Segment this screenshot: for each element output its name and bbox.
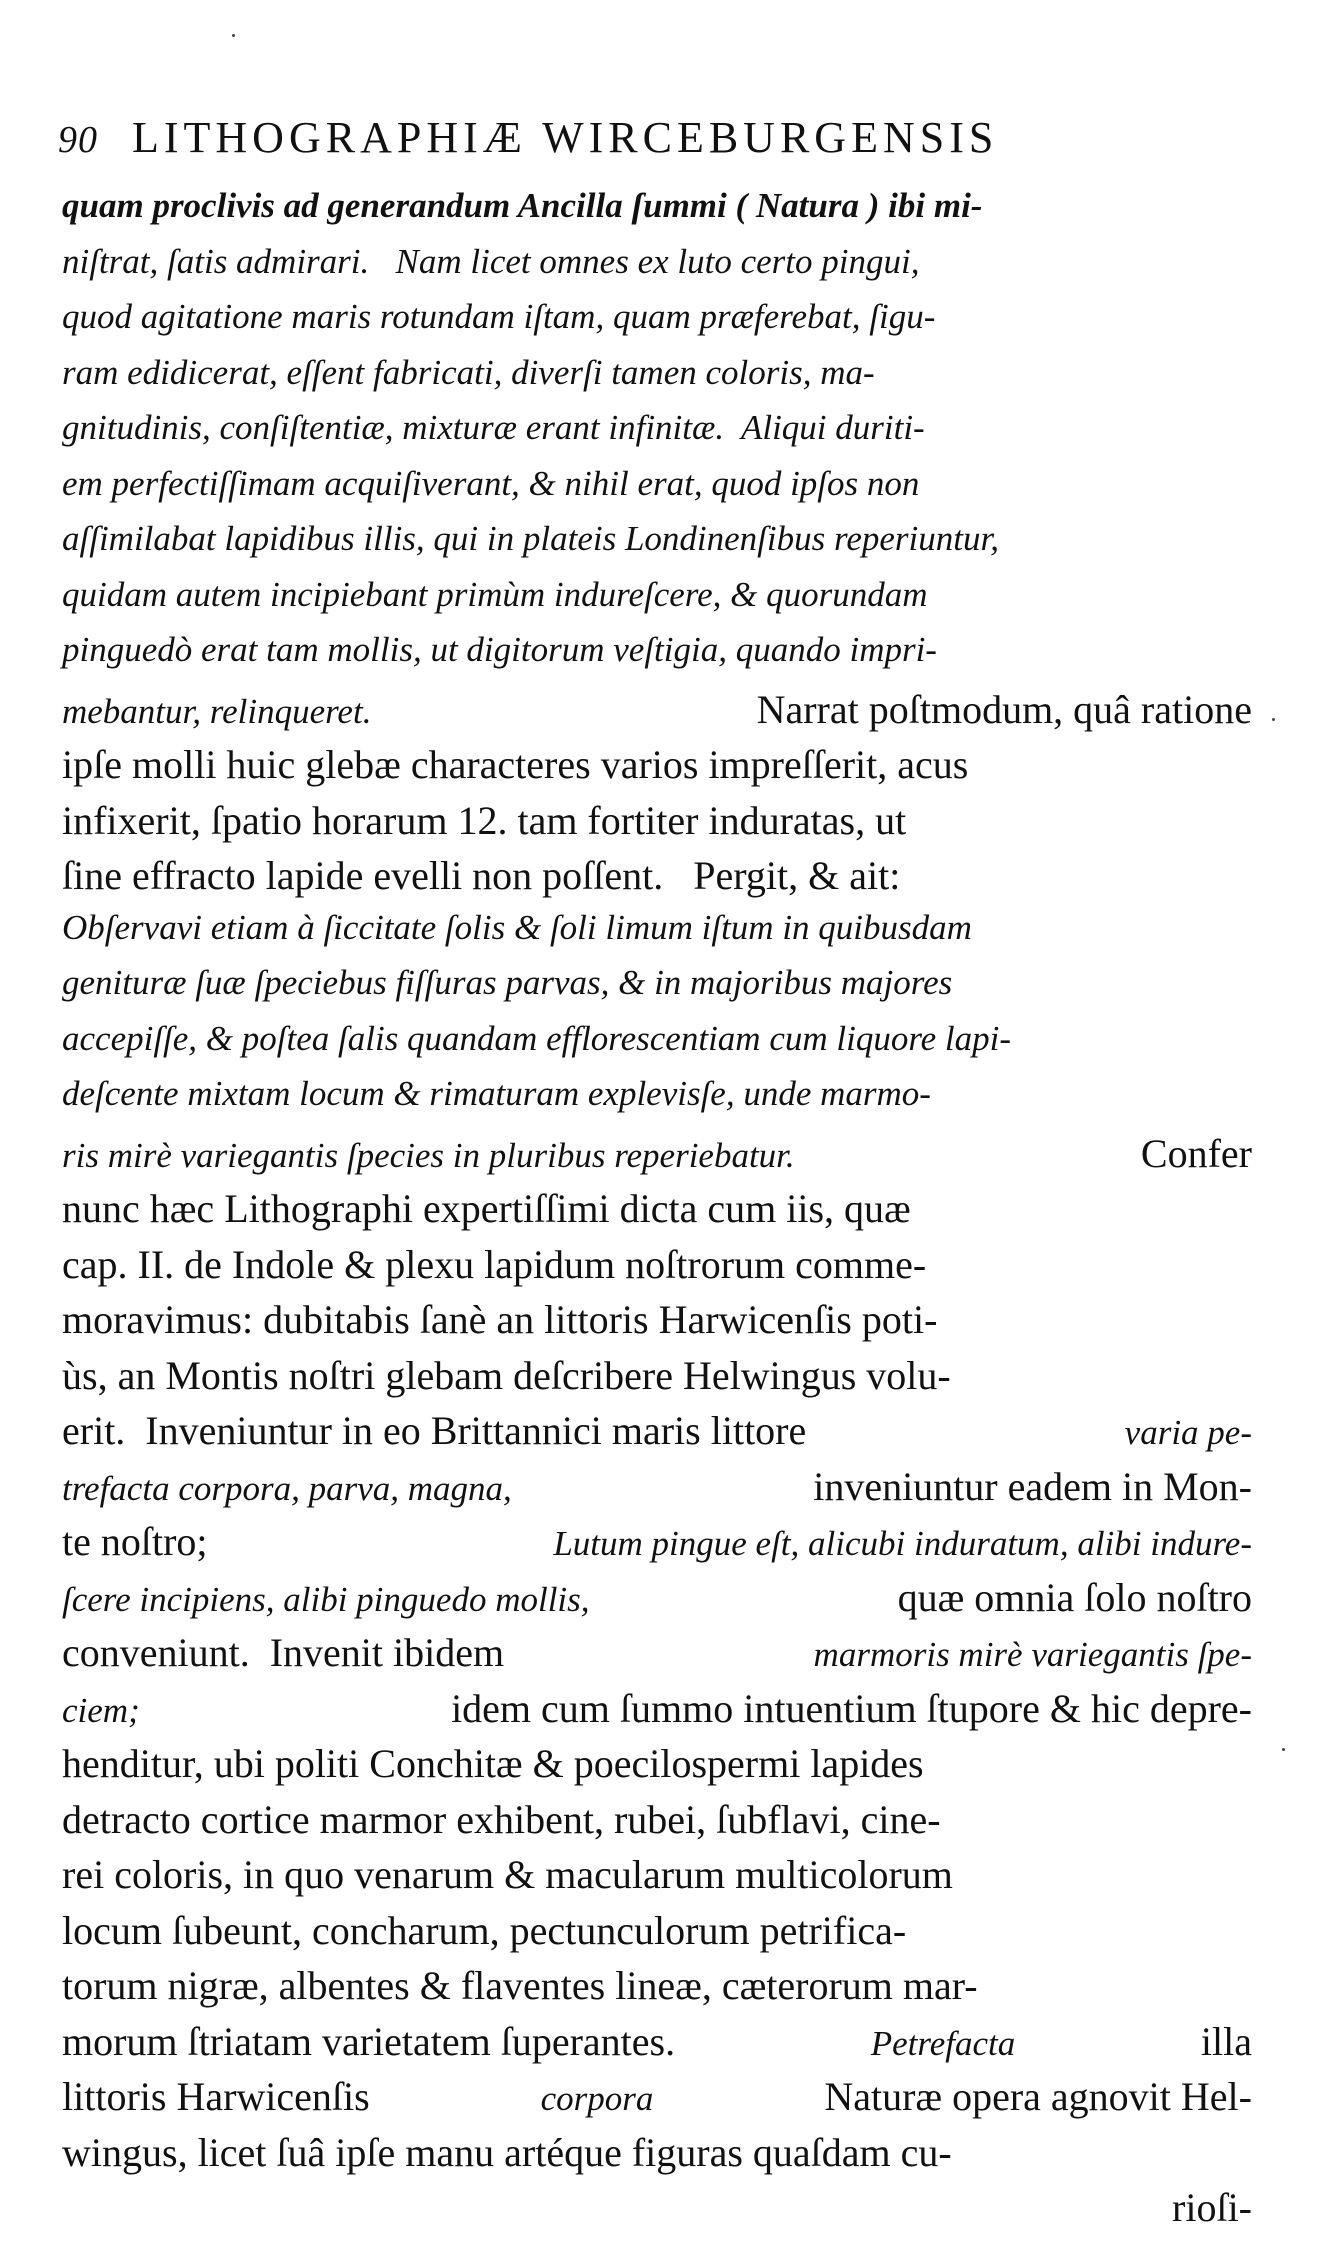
roman-text: erit. Inveniuntur in eo Brittannici maris littore [62,1408,817,1453]
italic-text: corpora [540,2079,654,2118]
italic-text: Obſervavi etiam à ſiccitate ſolis & ſoli limum iſtum in quibusdam [62,907,972,947]
text-line [62,408,1252,464]
text-line [62,1518,1252,1574]
text-line [62,1962,1252,2018]
text-line [62,1740,1252,1796]
roman-text: inveniuntur eadem in Mon- [793,1463,1252,1509]
roman-text: ùs, an Montis noſtri glebam deſcribere Helwingus volu- [62,1352,951,1398]
text-line [62,519,1252,575]
text-line [62,297,1252,353]
text-line [62,2018,1252,2074]
text-line [62,2184,1252,2240]
text-line [62,575,1252,631]
roman-text: Narrat poſtmodum, quâ ratione [736,686,1252,732]
italic-text: ciem; [62,1690,140,1730]
roman-text: nunc hæc Lithographi expertiſſimi dicta cum iis, quæ [62,1186,911,1231]
italic-text: quod agitatione maris rotundam iſtam, quam præferebat, ſigu- [62,297,936,336]
italic-text: Lutum pingue eſt, alicubi induratum, alibi indure- [553,1524,1252,1563]
text-line [62,1463,1252,1519]
roman-text: Confer [1120,1130,1252,1176]
italic-text: gnitudinis, conſiſtentiæ, mixturæ erant infinitæ. Aliqui duriti- [62,408,925,447]
roman-text: Naturæ opera agnovit Hel- [814,2074,1252,2119]
text-line [62,1629,1252,1685]
text-line [62,2129,1252,2185]
roman-text: henditur, ubi politi Conchitæ & poecilospermi lapides [62,1741,924,1786]
italic-text: mebantur, relinqueret. [62,691,372,731]
italic-text: marmoris mirè variegantis ſpe- [813,1635,1252,1674]
text-line [62,2073,1252,2129]
body-text [62,186,1252,2240]
roman-text: rioſi- [1172,2185,1252,2230]
italic-text: ſcere incipiens, alibi pinguedo mollis, [62,1579,590,1619]
roman-text: wingus, licet ſuâ ipſe manu artéque figuras quaſdam cu- [62,2129,952,2175]
roman-text: detracto cortice marmor exhibent, rubei, ſubflavi, cine- [62,1796,941,1842]
italic-text: quidam autem incipiebant primùm indureſcere, & quorundam [62,574,928,614]
roman-text: cap. II. de Indole & plexu lapidum noſtrorum comme- [62,1241,927,1287]
text-line [62,852,1252,908]
text-line [62,741,1252,797]
italic-text: genituræ ſuæ ſpeciebus fiſſuras parvas, & in majoribus majores [62,963,953,1002]
text-line [62,1685,1252,1741]
text-line [62,686,1252,742]
italic-text: em perfectiſſimam acquiſiverant, & nihil erat, quod ipſos non [62,463,920,503]
roman-text: quæ omnia ſolo noſtro [877,1574,1252,1620]
roman-text: morum ſtriatam varietatem ſuperantes. [62,2018,696,2064]
italic-text: trefacta corpora, parva, magna, [62,1468,512,1508]
text-line [62,353,1252,409]
roman-text: ipſe molli huic glebæ characteres varios impreſſerit, acus [62,742,969,787]
italic-text: aſſimilabat lapidibus illis, qui in plateis Londinenſibus reperiuntur, [62,519,999,558]
italic-text: accepiſſe, & poſtea ſalis quandam efflorescentiam cum liquore lapi- [62,1018,1012,1058]
running-title: LITHOGRAPHIÆ WIRCEBURGENSIS [132,113,999,162]
italic-text: deſcente mixtam locum & rimaturam explevisſe, unde marmo- [62,1074,931,1113]
text-line [62,1241,1252,1297]
print-speck [232,34,235,37]
text-line [62,1352,1252,1408]
print-speck [1282,1748,1285,1751]
text-line [62,464,1252,520]
text-line [62,1019,1252,1075]
page-header [58,112,1238,172]
page-number: 90 [58,119,98,161]
text-line [62,1407,1252,1463]
roman-text: idem cum ſummo intuentium ſtupore & hic depre- [431,1685,1252,1731]
roman-text: conveniunt. Invenit ibidem [62,1630,515,1675]
roman-text: locum ſubeunt, concharum, pectunculorum petrifica- [62,1907,907,1953]
text-line [62,1074,1252,1130]
text-line [62,1296,1252,1352]
text-line [62,630,1252,686]
text-line [62,1130,1252,1186]
roman-text: te noſtro; [62,1519,218,1564]
print-speck [1272,718,1275,721]
text-line [62,963,1252,1019]
roman-text: moravimus: dubitabis ſanè an littoris Harwicenſis poti- [62,1297,938,1342]
italic-text: varia pe- [1124,1413,1252,1452]
text-line [62,186,1252,242]
text-line [62,1907,1252,1963]
roman-text: ſine effracto lapide evelli non poſſent. Pergit, & ait: [62,853,901,898]
text-line [62,1185,1252,1241]
roman-text: littoris Harwicenſis [62,2074,380,2119]
italic-text: pinguedò erat tam mollis, ut digitorum veſtigia, quando impri- [62,630,937,669]
text-line [62,1796,1252,1852]
italic-text: niſtrat, ſatis admirari. Nam licet omnes ex luto certo pingui, [62,241,920,281]
text-line [62,797,1252,853]
italic-text: ram edidicerat, eſſent fabricati, diverſi tamen coloris, ma- [62,352,875,392]
roman-text: infixerit, ſpatio horarum 12. tam fortiter induratas, ut [62,797,907,843]
italic-text: quam proclivis ad generandum Ancilla ſummi ( Natura ) ibi mi- [62,186,983,225]
roman-text: torum nigræ, albentes & flaventes lineæ, cæterorum mar- [62,1963,978,2008]
roman-text: illa [1190,2018,1252,2064]
text-line [62,1851,1252,1907]
text-line [62,1574,1252,1630]
text-line [62,908,1252,964]
roman-text: rei coloris, in quo venarum & macularum multicolorum [62,1852,953,1897]
text-line [62,242,1252,298]
italic-text: Petrefacta [870,2023,1016,2063]
italic-text: ris mirè variegantis ſpecies in pluribus reperiebatur. [62,1135,795,1175]
